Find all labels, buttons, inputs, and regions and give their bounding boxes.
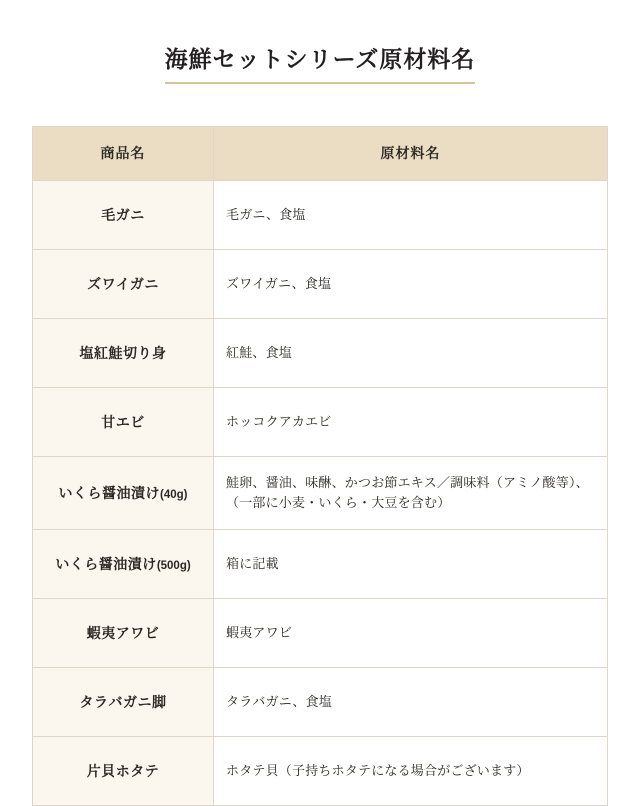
ingredient-cell: 紅鮭、食塩 [214,318,608,387]
column-header-ingredient: 原材料名 [214,126,608,180]
product-weight-text: (40g) [160,488,188,501]
product-name-text: いくら醤油漬け [55,555,157,572]
product-name-text: いくら醤油漬け [58,484,160,501]
table-row [33,318,608,387]
table-header [33,126,608,180]
product-name-text: ズワイガニ [87,275,159,292]
product-name-text: タラバガニ脚 [79,693,167,710]
product-name-cell [33,598,214,667]
product-name-cell [33,667,214,736]
ingredient-cell: ホッコクアカエビ [214,387,608,456]
table-body [33,180,608,805]
product-name-cell [33,249,214,318]
product-name-cell [33,180,214,249]
table-row [33,456,608,529]
product-name-cell [33,456,214,529]
table-row [33,667,608,736]
ingredient-cell: ホタテ貝（子持ちホタテになる場合がございます） [214,736,608,805]
product-name-cell [33,387,214,456]
product-weight-text: (500g) [156,559,191,572]
ingredient-cell: 蝦夷アワビ [214,598,608,667]
ingredients-table [32,126,608,806]
column-header-product: 商品名 [33,126,214,180]
product-name-text: 甘エビ [101,413,145,430]
product-name-text: 塩紅鮭切り身 [79,344,167,361]
page-title: 海鮮セットシリーズ原材料名 [165,45,476,84]
product-name-cell [33,529,214,598]
table-row [33,529,608,598]
ingredient-cell: 箱に記載 [214,529,608,598]
ingredient-cell: 毛ガニ、食塩 [214,180,608,249]
table-row [33,736,608,805]
ingredient-cell: 鮭卵、醤油、味醂、かつお節エキス／調味料（アミノ酸等）、（一部に小麦・いくら・大豆を含む） [214,456,608,529]
table-row [33,387,608,456]
table-header-row [33,126,608,180]
table-row [33,249,608,318]
product-name-cell [33,736,214,805]
title-container [0,0,640,100]
product-name-cell [33,318,214,387]
ingredients-table-container [32,126,608,806]
ingredient-cell: タラバガニ、食塩 [214,667,608,736]
table-row [33,180,608,249]
product-name-text: 蝦夷アワビ [86,624,160,641]
table-row [33,598,608,667]
product-name-text: 片貝ホタテ [86,762,160,779]
product-name-text: 毛ガニ [101,206,145,223]
ingredient-cell: ズワイガニ、食塩 [214,249,608,318]
